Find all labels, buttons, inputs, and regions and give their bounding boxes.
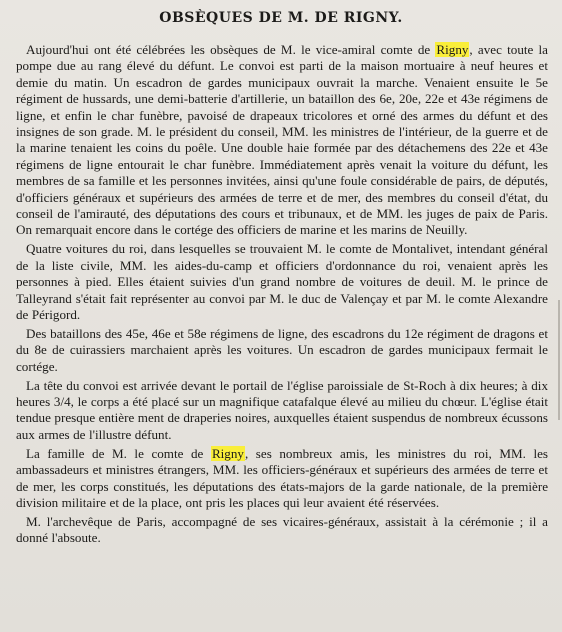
paragraph-5 [16, 446, 548, 512]
article-body [16, 42, 548, 549]
paragraph-text: Quatre voitures du roi, dans lesquelles se trouvaient M. le comte de Montalivet, intendant général de la liste civile, MM. les aides-du-camp et officiers d'ordonnance du roi, venaient après les personnes à pied. Elles étaient suivies d'un grand nombre de voitures de deuil. M. le prince de Talleyrand s'était fait représenter au convoi par M. le duc de Valençay et par M. le comte Alexandre de Périgord. [16, 241, 548, 322]
paragraph-text: , ses nombreux amis, les ministres du roi, MM. les ambassadeurs et ministres étrangers, MM. les officiers-généraux et supérieurs des armées de terre et de mer, les corps constitués, les députations des états-majors de la garde nationale, de la première division militaire et de la place, ont pris les places qui leur avaient été réservées. [16, 445, 548, 510]
paragraph-text: La famille de M. le comte de [26, 445, 211, 461]
paragraph-text: La tête du convoi est arrivée devant le portail de l'église paroissiale de St-Roch à dix heures; à dix heures 3/4, le corps a été placé sur un magnifique catafalque élevé au milieu du chœur. L'église était tendue presque entière ment de draperies noires, auxquelles étaient suspendus de nombreux écussons aux armes de l'illustre défunt. [16, 377, 548, 442]
column-rule [558, 300, 560, 420]
paragraph-text: , avec toute la pompe due au rang élevé du défunt. Le convoi est parti de la maison mortuaire à neuf heures et demie du matin. Un escadron de gardes municipaux ouvrait la marche. Venaient ensuite le 5e régiment de hussards, une demi-batterie d'artillerie, un bataillon des 6e, 20e, 22e et 43e régimens de ligne, et enfin le char funèbre, pavoisé de drapeaux tricolores et orné des armes du défunt et des insignes de son grade. M. le président du conseil, MM. les ministres de l'intérieur, de la guerre et de la marine tenaient les coins du poêle. Une double haie formée par des détachemens des 22e et 43e régimens de ligne entourait le char funèbre. Immédiatement après venait la voiture du défunt, les membres de sa famille et les personnes invitées, ainsi qu'une foule considérable de pairs, de députés, d'officiers généraux et supérieurs des armées de terre et de mer, des membres du conseil d'état, du conseil de l'amirauté, des députations des cours et tribunaux, et de MM. les juges de paix de Paris. On remarquait encore dans le cortége des officiers de marine et les marins de Neuilly. [16, 42, 548, 238]
paragraph-6 [16, 514, 548, 547]
highlighted-name-rigny: Rigny [436, 42, 469, 57]
paragraph-3 [16, 326, 548, 375]
paragraph-text: Des bataillons des 45e, 46e et 58e régimens de ligne, des escadrons du 12e régiment de dragons et du 8e de cuirassiers marchaient après les voitures. Un escadron de gardes municipaux fermait le cortége. [16, 325, 548, 374]
paragraph-2 [16, 241, 548, 323]
paragraph-1 [16, 42, 548, 239]
paragraph-text: Aujourd'hui ont été célébrées les obsèques de M. le vice-amiral comte de [26, 42, 436, 57]
paragraph-text: M. l'archevêque de Paris, accompagné de ses vicaires-généraux, assistait à la cérémonie ; il a donné l'absoute. [16, 513, 548, 546]
article-title: OBSÈQUES DE M. DE RIGNY. [159, 10, 403, 26]
paragraph-4 [16, 378, 548, 444]
highlighted-name-rigny: Rigny [211, 445, 244, 461]
